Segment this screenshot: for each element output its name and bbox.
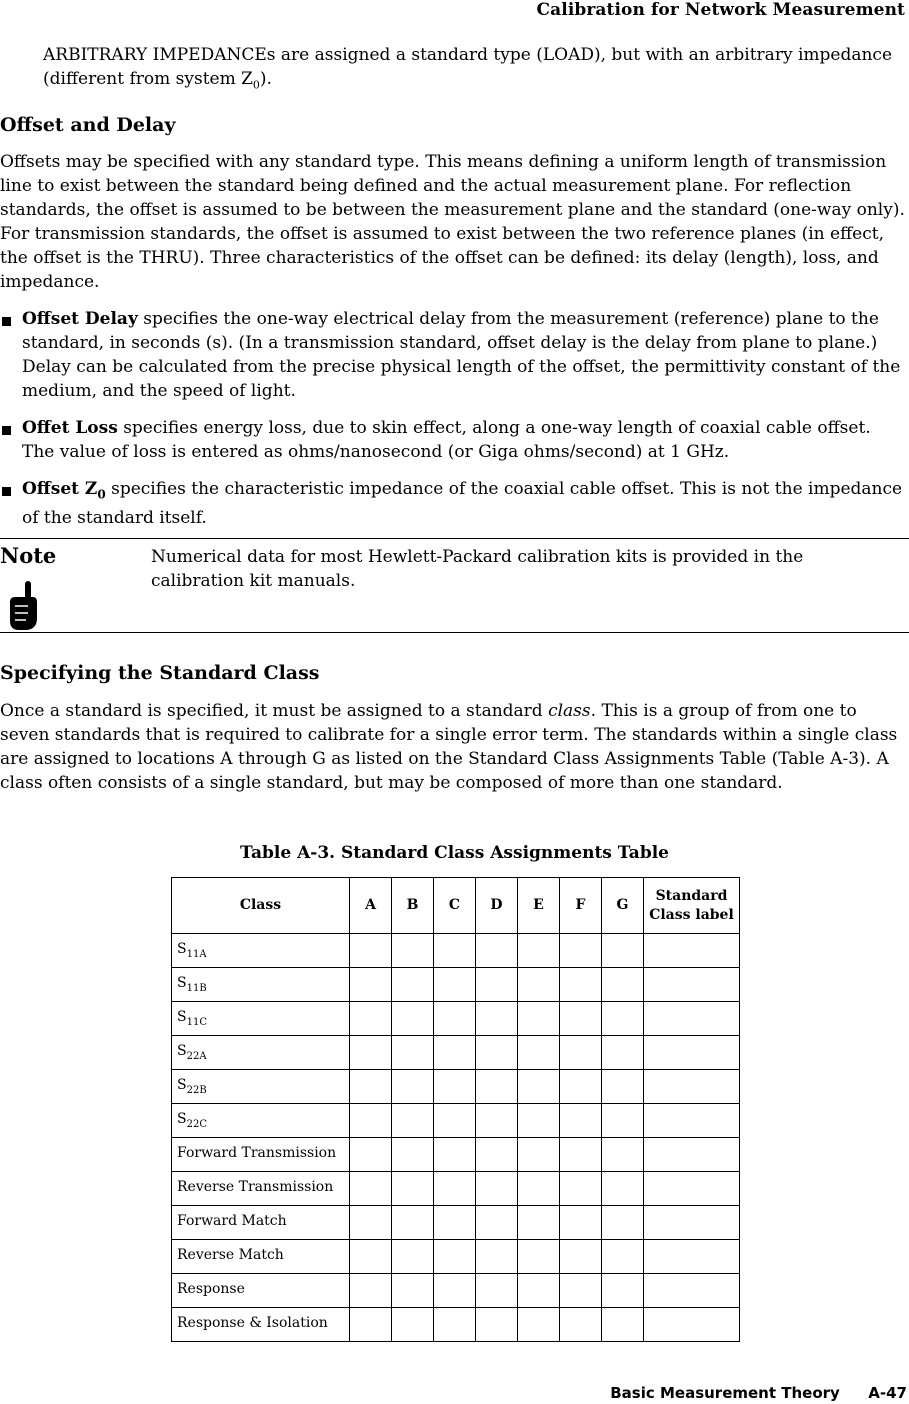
class-name-cell: Response & Isolation [172, 1308, 350, 1342]
empty-cell [392, 1070, 434, 1104]
class-name-cell: Forward Match [172, 1206, 350, 1240]
empty-cell [392, 1104, 434, 1138]
empty-cell [560, 1206, 602, 1240]
empty-cell [518, 1070, 560, 1104]
empty-cell [602, 1240, 644, 1274]
footer-page-number: A-47 [868, 1384, 907, 1402]
empty-cell [560, 1070, 602, 1104]
empty-cell [434, 1274, 476, 1308]
table-row [172, 1104, 740, 1138]
empty-cell [392, 1002, 434, 1036]
class-name-cell: Response [172, 1274, 350, 1308]
standard-class-heading: Specifying the Standard Class [0, 662, 320, 684]
bullet-offset-delay [0, 307, 905, 403]
empty-cell [476, 1070, 518, 1104]
standard-class-table [171, 877, 740, 1342]
bullet-term: Offset $Z_0$ [22, 479, 106, 502]
empty-cell [518, 1240, 560, 1274]
empty-cell [602, 1002, 644, 1036]
offset-bullet-list [0, 307, 905, 543]
empty-cell [392, 1036, 434, 1070]
class-name-cell: Reverse Transmission [172, 1172, 350, 1206]
empty-cell [350, 1002, 392, 1036]
header-f: F [560, 878, 602, 934]
class-name-cell: $S_{11A}$ [172, 934, 350, 968]
empty-cell [476, 934, 518, 968]
empty-cell [476, 1308, 518, 1342]
bullet-text: specifies the characteristic impedance of the coaxial cable offset. This is not the impedance of the standard itself. [22, 479, 903, 529]
empty-cell [560, 1240, 602, 1274]
empty-cell [560, 1308, 602, 1342]
empty-cell [350, 1240, 392, 1274]
empty-cell [518, 1206, 560, 1240]
empty-cell [434, 1172, 476, 1206]
intro-paragraph: ARBITRARY IMPEDANCEs are assigned a standard type (LOAD), but with an arbitrary impedance (different from system $Z_0$). [43, 45, 893, 92]
bullet-text: specifies the one-way electrical delay from the measurement (reference) plane to the standard, in seconds (s). (In a transmission standard, offset delay is the delay from plane to plane.) Delay can be calculated from the precise physical length of the offset, the permittivity constant of the medium, and the speed of light. [22, 309, 901, 401]
empty-cell [518, 1274, 560, 1308]
empty-cell [350, 1036, 392, 1070]
offset-delay-heading: Offset and Delay [0, 114, 176, 136]
note-bottom-rule [0, 632, 909, 633]
empty-cell [644, 1206, 740, 1240]
table-row [172, 1206, 740, 1240]
empty-cell [434, 1104, 476, 1138]
empty-cell [434, 1206, 476, 1240]
empty-cell [560, 968, 602, 1002]
empty-cell [644, 934, 740, 968]
empty-cell [644, 1138, 740, 1172]
empty-cell [644, 1002, 740, 1036]
bullet-term: Offet Loss [22, 418, 118, 438]
empty-cell [518, 1036, 560, 1070]
empty-cell [392, 1308, 434, 1342]
empty-cell [392, 1206, 434, 1240]
empty-cell [476, 1138, 518, 1172]
table-row [172, 1070, 740, 1104]
bullet-offset-loss [0, 416, 905, 464]
bullet-offset-z0 [0, 477, 905, 530]
empty-cell [560, 1104, 602, 1138]
table-row [172, 1274, 740, 1308]
empty-cell [392, 1240, 434, 1274]
footer-section: Basic Measurement Theory [610, 1384, 840, 1402]
empty-cell [560, 934, 602, 968]
empty-cell [560, 1138, 602, 1172]
empty-cell [476, 1002, 518, 1036]
class-name-cell: $S_{22C}$ [172, 1104, 350, 1138]
empty-cell [476, 1104, 518, 1138]
class-name-cell: $S_{11B}$ [172, 968, 350, 1002]
empty-cell [392, 934, 434, 968]
empty-cell [602, 1274, 644, 1308]
empty-cell [350, 934, 392, 968]
empty-cell [350, 1070, 392, 1104]
empty-cell [476, 1240, 518, 1274]
emphasis-class: class [548, 701, 591, 721]
header-c: C [434, 878, 476, 934]
bullet-text: specifies energy loss, due to skin effect, along a one-way length of coaxial cable offset. The value of loss is entered as ohms/nanosecond (or Giga ohms/second) at 1 GHz. [22, 418, 871, 462]
empty-cell [602, 968, 644, 1002]
header-d: D [476, 878, 518, 934]
header-g: G [602, 878, 644, 934]
empty-cell [518, 968, 560, 1002]
note-top-rule [0, 538, 909, 539]
empty-cell [476, 1274, 518, 1308]
table-body [172, 934, 740, 1342]
table-row [172, 1308, 740, 1342]
class-name-cell: $S_{22B}$ [172, 1070, 350, 1104]
empty-cell [602, 1308, 644, 1342]
empty-cell [392, 1172, 434, 1206]
class-name-cell: Forward Transmission [172, 1138, 350, 1172]
bullet-square-icon [2, 317, 11, 326]
empty-cell [560, 1036, 602, 1070]
header-a: A [350, 878, 392, 934]
empty-cell [392, 1274, 434, 1308]
table-caption: Table A-3. Standard Class Assignments Table [239, 843, 669, 863]
empty-cell [350, 1138, 392, 1172]
offset-delay-paragraph: Offsets may be specified with any standard type. This means defining a uniform length of transmission line to exist between the standard being defined and the actual measurement plane. For reflection standards, the offset is assumed to be between the measurement plane and the standard (one-way only). For transmission standards, the offset is assumed to exist between the two reference planes (in effect, the offset is the THRU). Three characteristics of the offset can be defined: its delay (length), loss, and impedance. [0, 152, 905, 292]
empty-cell [560, 1002, 602, 1036]
empty-cell [476, 1172, 518, 1206]
empty-cell [602, 1172, 644, 1206]
class-name-cell: $S_{22A}$ [172, 1036, 350, 1070]
class-name-cell: Reverse Match [172, 1240, 350, 1274]
class-name-cell: $S_{11C}$ [172, 1002, 350, 1036]
note-label: Note [0, 543, 57, 568]
header-b: B [392, 878, 434, 934]
empty-cell [476, 1036, 518, 1070]
empty-cell [602, 1104, 644, 1138]
empty-cell [644, 1240, 740, 1274]
header-e: E [518, 878, 560, 934]
bullet-square-icon [2, 487, 11, 496]
empty-cell [434, 1036, 476, 1070]
empty-cell [350, 968, 392, 1002]
empty-cell [392, 968, 434, 1002]
empty-cell [434, 1308, 476, 1342]
running-head: Calibration for Network Measurement [536, 0, 905, 20]
bullet-square-icon [2, 426, 11, 435]
standard-class-paragraph: Once a standard is specified, it must be assigned to a standard class. This is a group of from one to seven standards that is required to calibrate for a single error term. The standards within a single class are assigned to locations A through G as listed on the Standard Class Assignments Table (Table A-3). A class often consists of a single standard, but may be composed of more than one standard. [0, 701, 898, 793]
header-standard-class-label: Standard Class label [644, 878, 740, 934]
empty-cell [518, 1104, 560, 1138]
empty-cell [518, 1308, 560, 1342]
empty-cell [476, 1206, 518, 1240]
empty-cell [644, 1308, 740, 1342]
empty-cell [434, 968, 476, 1002]
empty-cell [434, 1070, 476, 1104]
empty-cell [518, 1002, 560, 1036]
empty-cell [560, 1274, 602, 1308]
empty-cell [350, 1308, 392, 1342]
empty-cell [434, 934, 476, 968]
empty-cell [434, 1240, 476, 1274]
empty-cell [602, 1036, 644, 1070]
empty-cell [644, 1036, 740, 1070]
note-text: Numerical data for most Hewlett-Packard calibration kits is provided in the calibration kit manuals. [151, 547, 804, 591]
empty-cell [602, 934, 644, 968]
header-class: Class [172, 878, 350, 934]
empty-cell [518, 1138, 560, 1172]
bullet-term: Offset Delay [22, 309, 138, 329]
empty-cell [644, 1172, 740, 1206]
empty-cell [644, 968, 740, 1002]
table-row [172, 968, 740, 1002]
page-footer [610, 1384, 907, 1402]
empty-cell [518, 1172, 560, 1206]
table-row [172, 1138, 740, 1172]
table-row [172, 1172, 740, 1206]
pointing-hand-icon [6, 580, 40, 636]
empty-cell [476, 968, 518, 1002]
empty-cell [518, 934, 560, 968]
empty-cell [350, 1172, 392, 1206]
empty-cell [560, 1172, 602, 1206]
table-row [172, 1002, 740, 1036]
empty-cell [350, 1206, 392, 1240]
empty-cell [602, 1070, 644, 1104]
table-row [172, 1036, 740, 1070]
empty-cell [434, 1002, 476, 1036]
empty-cell [434, 1138, 476, 1172]
empty-cell [602, 1138, 644, 1172]
table-row [172, 1240, 740, 1274]
empty-cell [350, 1104, 392, 1138]
empty-cell [644, 1274, 740, 1308]
empty-cell [644, 1070, 740, 1104]
empty-cell [644, 1104, 740, 1138]
table-row [172, 934, 740, 968]
empty-cell [392, 1138, 434, 1172]
empty-cell [602, 1206, 644, 1240]
table-header-row [172, 878, 740, 934]
empty-cell [350, 1274, 392, 1308]
